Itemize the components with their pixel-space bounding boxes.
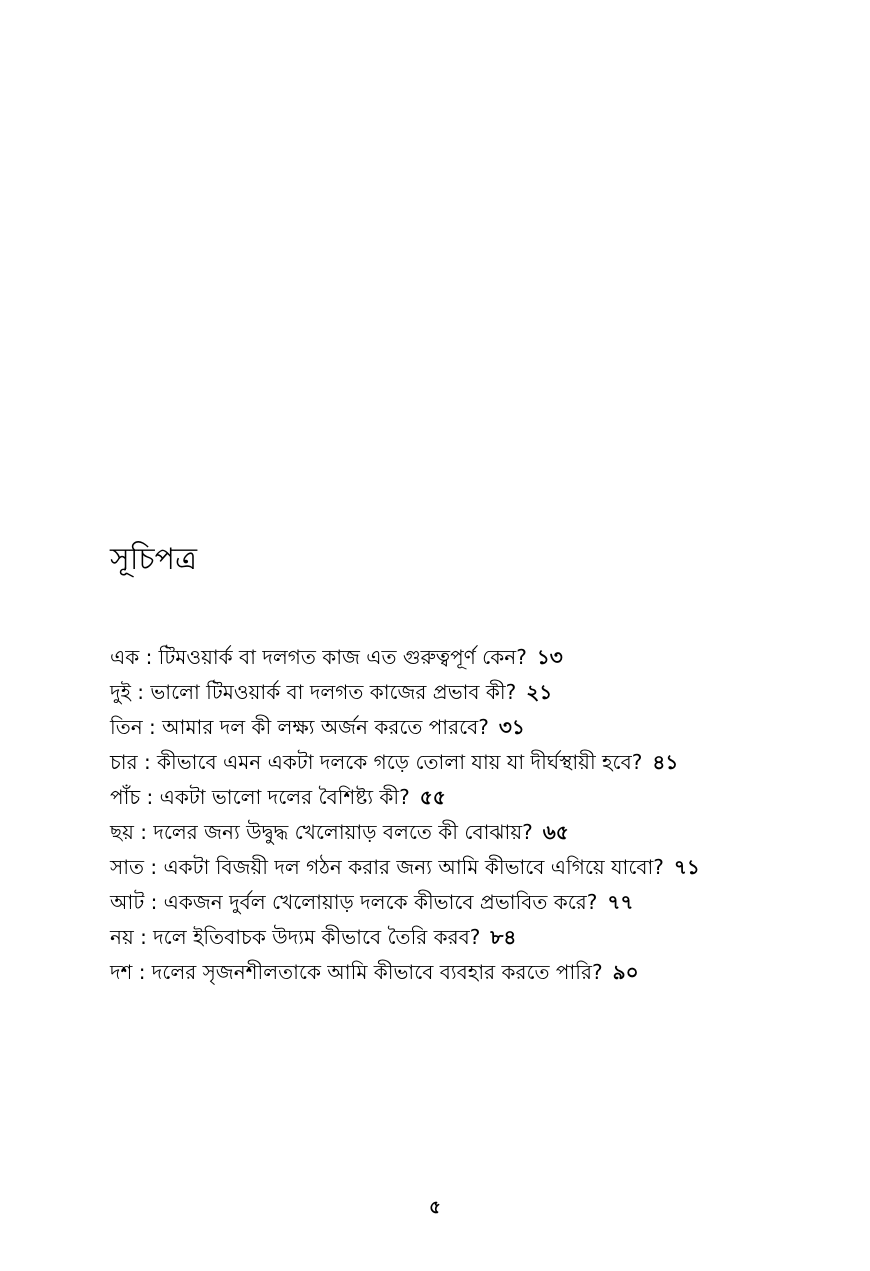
toc-entry-title: চার : কীভাবে এমন একটা দলকে গড়ে তোলা যায় যা দীর্ঘস্থায়ী হবে? <box>110 750 643 774</box>
toc-list <box>110 640 830 990</box>
toc-entry-4 <box>110 745 830 780</box>
toc-entry-title: পাঁচ : একটা ভালো দলের বৈশিষ্ট্য কী? <box>110 785 410 809</box>
toc-entry-page: ৬৫ <box>542 820 569 844</box>
toc-entry-title: নয় : দলে ইতিবাচক উদ্যম কীভাবে তৈরি করব? <box>110 925 481 949</box>
toc-entry-page: ২১ <box>526 680 553 704</box>
toc-entry-page: ৪১ <box>652 750 679 774</box>
toc-entry-title: ছয় : দলের জন্য উদ্বুদ্ধ খেলোয়াড় বলতে কী বোঝায়? <box>110 820 533 844</box>
toc-entry-6 <box>110 815 830 850</box>
toc-entry-title: এক : টিমওয়ার্ক বা দলগত কাজ এত গুরুত্বপূর্ণ কেন? <box>110 645 527 669</box>
toc-entry-page: ৩১ <box>498 715 525 739</box>
page-number: ৫ <box>429 1197 441 1218</box>
toc-entry-3 <box>110 710 830 745</box>
toc-entry-1 <box>110 640 830 675</box>
toc-entry-page: ৯০ <box>612 960 639 984</box>
toc-heading: সূচিপত্র <box>110 542 197 577</box>
toc-entry-page: ৭১ <box>673 855 700 879</box>
toc-entry-title: দুই : ভালো টিমওয়ার্ক বা দলগত কাজের প্রভাব কী? <box>110 680 517 704</box>
toc-entry-title: আট : একজন দুর্বল খেলোয়াড় দলকে কীভাবে প্রভাবিত করে? <box>110 890 598 914</box>
toc-entry-5 <box>110 780 830 815</box>
toc-entry-page: ১৩ <box>536 645 563 669</box>
toc-entry-page: ৮৪ <box>490 925 517 949</box>
toc-entry-9 <box>110 920 830 955</box>
toc-entry-10 <box>110 955 830 990</box>
toc-entry-7 <box>110 850 830 885</box>
toc-entry-title: তিন : আমার দল কী লক্ষ্য অর্জন করতে পারবে? <box>110 715 489 739</box>
toc-entry-title: সাত : একটা বিজয়ী দল গঠন করার জন্য আমি কীভাবে এগিয়ে যাবো? <box>110 855 664 879</box>
toc-entry-page: ৫৫ <box>419 785 446 809</box>
toc-entry-page: ৭৭ <box>607 890 634 914</box>
toc-entry-2 <box>110 675 830 710</box>
toc-entry-title: দশ : দলের সৃজনশীলতাকে আমি কীভাবে ব্যবহার করতে পারি? <box>110 960 603 984</box>
toc-entry-8 <box>110 885 830 920</box>
